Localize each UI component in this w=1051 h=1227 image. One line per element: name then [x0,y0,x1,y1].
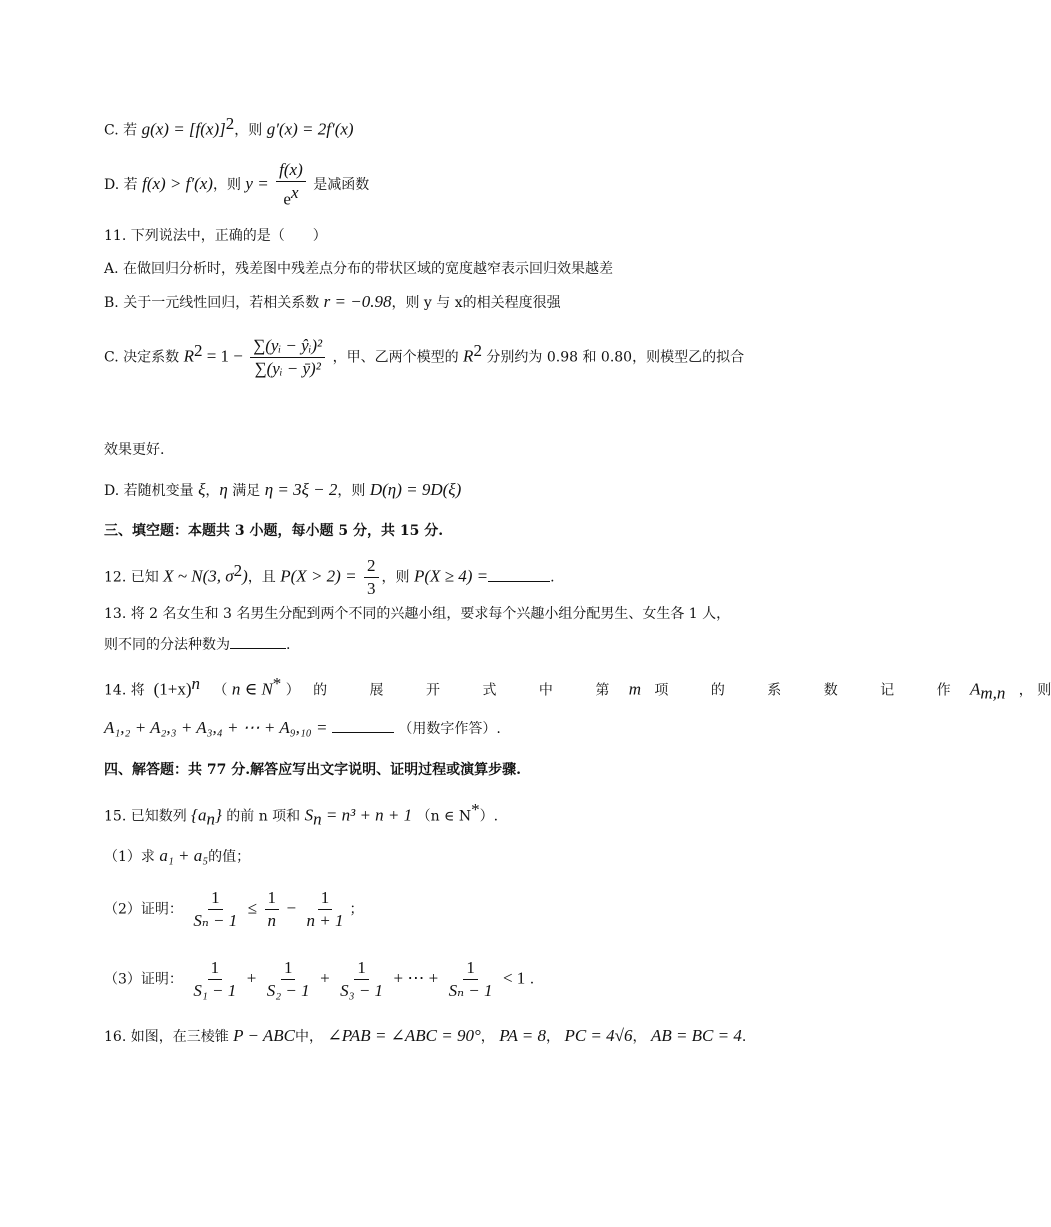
denominator: n + 1 [306,911,344,930]
formula: a₁ + a₅ [159,846,209,865]
text: 的前 n 项和 [226,808,301,825]
formula: S [304,805,314,825]
text: ，则 [234,122,263,139]
subscript: n [313,809,322,829]
question-15-part-1 [104,846,250,867]
fraction [264,958,313,1001]
numerator: 1 [265,888,280,910]
exponent: x [290,183,299,202]
question-16 [104,1026,746,1047]
text: 15. 已知数列 [104,808,187,825]
formula: A [970,679,981,699]
formula: f(x) > f′(x) [142,173,213,193]
base: e [283,189,291,209]
numerator: 1 [208,888,223,910]
fraction [190,888,240,931]
denominator: S₁ − 1 [193,981,237,1000]
fraction [250,336,325,379]
question-12 [104,556,555,599]
text: . [286,637,291,653]
text: ，则 y 与 x的相关程度很强 [391,295,561,311]
formula: n ∈ N [231,679,273,699]
superscript: 2 [473,340,482,360]
formula: X ~ N(3, σ [163,566,234,586]
text: C. 决定系数 [104,349,180,366]
superscript: n [191,674,201,693]
text: . [529,971,535,988]
superscript: 2 [225,114,235,133]
text: B. 关于一元线性回归，若相关系数 [104,295,320,311]
option-c-q11-continued: 效果更好. [104,442,165,458]
text: （n ∈ N [416,808,472,825]
numerator: 1 [318,888,333,910]
formula: g(x) = [f(x)] [141,119,226,139]
formula: ∠PAB = ∠ABC = 90° [327,1026,481,1045]
question-15-part-2 [104,888,363,931]
text: 的值； [208,849,251,865]
denominator: ∑(yᵢ − ȳ)² [254,359,321,378]
text: D. 若随机变量 [104,483,194,499]
text: ； [349,901,364,918]
formula: } [214,805,222,825]
formula: g′(x) = 2f′(x) [266,119,354,139]
formula: PC = 4√6 [564,1026,633,1045]
question-14-line1 [104,674,1051,703]
option-a-q11: A. 在做回归分析时，残差图中残差点分布的带状区域的宽度越窄表示回归效果越差 [104,261,614,277]
text: ） [285,682,300,699]
answer-blank[interactable] [332,718,394,733]
question-13-line2 [104,634,290,655]
text: ，甲、乙两个模型的 [332,349,459,366]
text: 满足 [232,483,261,499]
fraction [304,888,347,931]
text: （2）证明： [104,901,183,918]
formula: R [463,346,474,366]
text: ， [546,1029,560,1045]
question-15 [104,800,498,829]
numerator: 1 [354,958,369,980]
text: 12. 已知 [104,569,159,586]
formula: P − ABC [233,1026,296,1045]
text: . [741,1029,747,1045]
denominator: Sₙ − 1 [193,911,238,930]
question-14-line2 [104,718,501,739]
superscript: 2 [193,340,203,360]
numerator: 1 [281,958,296,980]
formula: A₁,₂ + A₂,₃ + A₃,₄ + ⋯ + A₉,₁₀ = [104,718,328,737]
text: 中， [295,1029,324,1045]
formula: = n³ + n + 1 [321,805,413,825]
text: ，则 [337,483,366,499]
option-label: D. 若 [104,176,138,193]
numerator: 1 [208,958,223,980]
formula: η = 3ξ − 2 [264,480,338,499]
text: 则不同的分法种数为 [104,637,230,653]
text: （ [213,682,228,699]
denominator: Sₙ − 1 [448,981,493,1000]
text: ，则 [212,176,241,193]
denominator: 3 [367,579,376,598]
formula: P(X ≥ 4) = [413,566,489,586]
formula: ξ [198,480,206,499]
option-label: C. 若 [104,122,138,139]
formula: + ⋯ + [393,968,439,988]
text: ， [205,483,220,499]
text: 14. 将 [104,682,145,699]
section-4-heading: 四、解答题：共 77 分.解答应写出文字说明、证明过程或演算步骤. [104,762,521,778]
denominator: n [267,911,276,930]
text: 的 展 开 式 中 第 [313,682,616,699]
text: . [550,569,555,586]
text: 分别约为 0.98 和 0.80，则模型乙的拟合 [486,349,745,366]
formula: = 1 − [202,346,248,366]
fraction [190,958,239,1001]
formula: y = [245,173,269,193]
formula: < 1 [502,968,526,988]
text: （1）求 [104,849,155,865]
denominator [280,182,301,210]
formula: P(X > 2) = [280,566,357,586]
formula: − [286,898,297,918]
question-15-part-3 [104,958,534,1001]
fraction [276,160,306,210]
text: ， [480,1029,495,1045]
superscript: * [272,674,282,693]
denominator: S₃ − 1 [340,981,384,1000]
superscript: * [471,800,480,819]
text: （3）证明： [104,971,183,988]
text: ，且 [247,569,276,586]
formula: + [320,968,330,988]
question-13-line1: 13. 将 2 名女生和 3 名男生分配到两个不同的兴趣小组，要求每个兴趣小组分配男生、女生各 1 人， [104,606,731,622]
section-3-heading: 三、填空题：本题共 3 小题，每小题 5 分，共 15 分. [104,523,444,539]
text: ， [632,1029,647,1045]
answer-blank[interactable] [488,567,550,582]
formula: ) [242,566,248,586]
option-c-q10 [104,114,354,141]
formula: D(η) = 9D(ξ) [369,480,462,499]
formula: + [246,968,257,988]
text: ）. [479,808,499,825]
formula: R [183,346,194,366]
fraction [446,958,496,1001]
formula: ≤ [247,898,258,918]
formula: (1+x) [153,679,192,699]
formula: {a [191,805,207,825]
numerator: ∑(yᵢ − ŷᵢ)² [250,336,325,358]
denominator: S₂ − 1 [266,981,310,1000]
option-d-q11 [104,480,461,501]
option-b-q11 [104,292,561,313]
numerator: 1 [463,958,478,980]
subscript: m,n [980,683,1006,703]
fraction [337,958,386,1001]
option-d-q10 [104,160,369,210]
text: ，则 [381,569,410,586]
question-11: 11. 下列说法中，正确的是（ ） [104,228,327,244]
text: 是减函数 [313,176,370,193]
formula: AB = BC = 4 [650,1026,742,1045]
numerator: f(x) [276,160,306,182]
text: （用数字作答）. [398,721,501,737]
text: 16. 如图，在三棱锥 [104,1029,229,1045]
formula: m [628,679,642,699]
subscript: n [206,809,215,829]
text: 项 的 系 数 记 作 [654,682,957,699]
numerator: 2 [364,556,379,578]
superscript: 2 [233,560,243,580]
formula: η [219,480,228,499]
formula: PA = 8 [499,1026,546,1045]
formula: r = −0.98 [323,292,392,311]
text: ， 则 [1018,682,1051,699]
fraction [265,888,280,931]
option-c-q11 [104,336,744,379]
fraction [364,556,379,599]
answer-blank[interactable] [230,634,286,649]
